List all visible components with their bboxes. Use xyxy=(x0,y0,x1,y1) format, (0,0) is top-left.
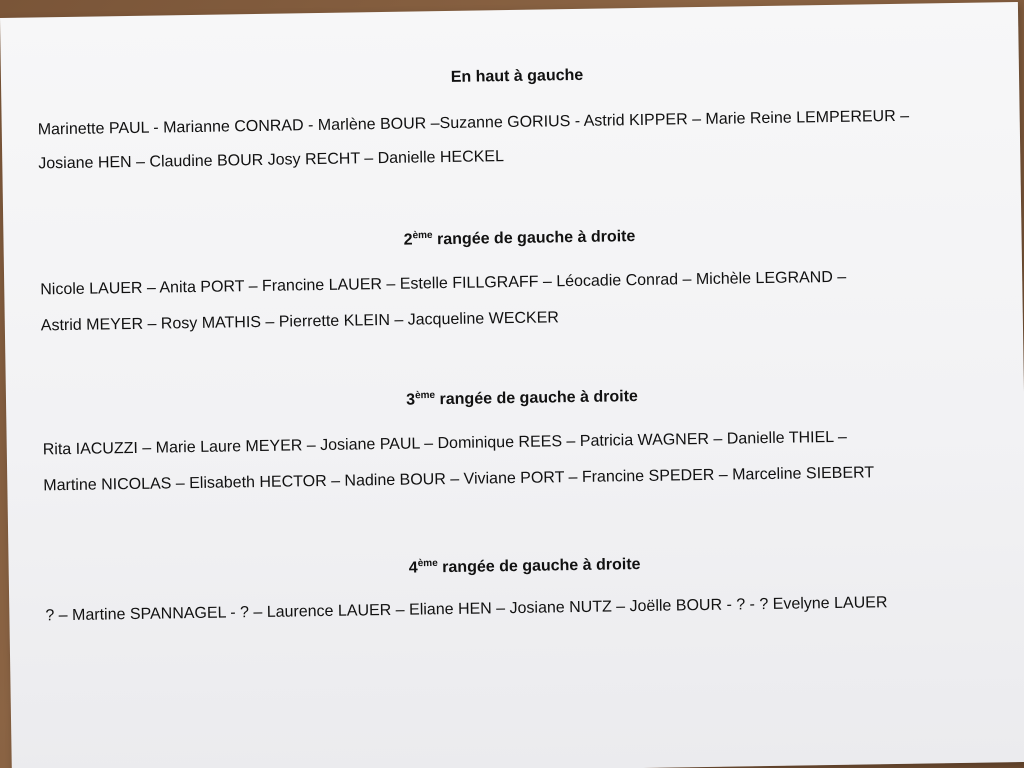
heading-superscript: ème xyxy=(414,389,436,402)
section-top-left xyxy=(37,60,998,173)
heading-superscript: ème xyxy=(412,229,433,242)
names-line: Nicole LAUER – Anita PORT – Francine LAUER – Estelle FILLGRAFF – Léocadie Conrad – Michèle LEGRAND – xyxy=(40,268,847,299)
section-row-2 xyxy=(39,222,1000,335)
heading-text: En haut à gauche xyxy=(450,66,584,86)
section-heading xyxy=(37,60,997,93)
heading-number: 4 xyxy=(408,559,418,577)
names-line: Josiane HEN – Claudine BOUR Josy RECHT – Danielle HECKEL xyxy=(38,148,505,173)
heading-text: rangée de gauche à droite xyxy=(432,228,636,249)
section-heading xyxy=(42,382,1002,415)
section-row-4 xyxy=(45,550,1006,625)
heading-number: 3 xyxy=(406,391,416,409)
names-line: Astrid MEYER – Rosy MATHIS – Pierrette KLEIN – Jacqueline WECKER xyxy=(40,309,560,335)
names-line: Rita IACUZZI – Marie Laure MEYER – Josiane PAUL – Dominique REES – Patricia WAGNER – Danielle THIEL – xyxy=(42,428,847,459)
names-line: Martine NICOLAS – Elisabeth HECTOR – Nadine BOUR – Viviane PORT – Francine SPEDER – Marceline SIEBERT xyxy=(43,464,875,495)
heading-superscript: ème xyxy=(417,557,438,570)
heading-number: 2 xyxy=(403,231,413,249)
heading-text: rangée de gauche à droite xyxy=(435,388,638,409)
heading-text: rangée de gauche à droite xyxy=(437,556,641,577)
paper-sheet xyxy=(0,2,1024,768)
names-line: ? – Martine SPANNAGEL - ? – Laurence LAUER – Eliane HEN – Josiane NUTZ – Joëlle BOUR - ? - ? Evelyne LAUER xyxy=(45,594,888,625)
section-row-3 xyxy=(42,382,1003,495)
section-heading xyxy=(45,550,1005,583)
section-heading xyxy=(39,222,999,255)
names-line: Marinette PAUL - Marianne CONRAD - Marlène BOUR –Suzanne GORIUS - Astrid KIPPER – Marie Reine LEMPEREUR – xyxy=(37,107,910,139)
